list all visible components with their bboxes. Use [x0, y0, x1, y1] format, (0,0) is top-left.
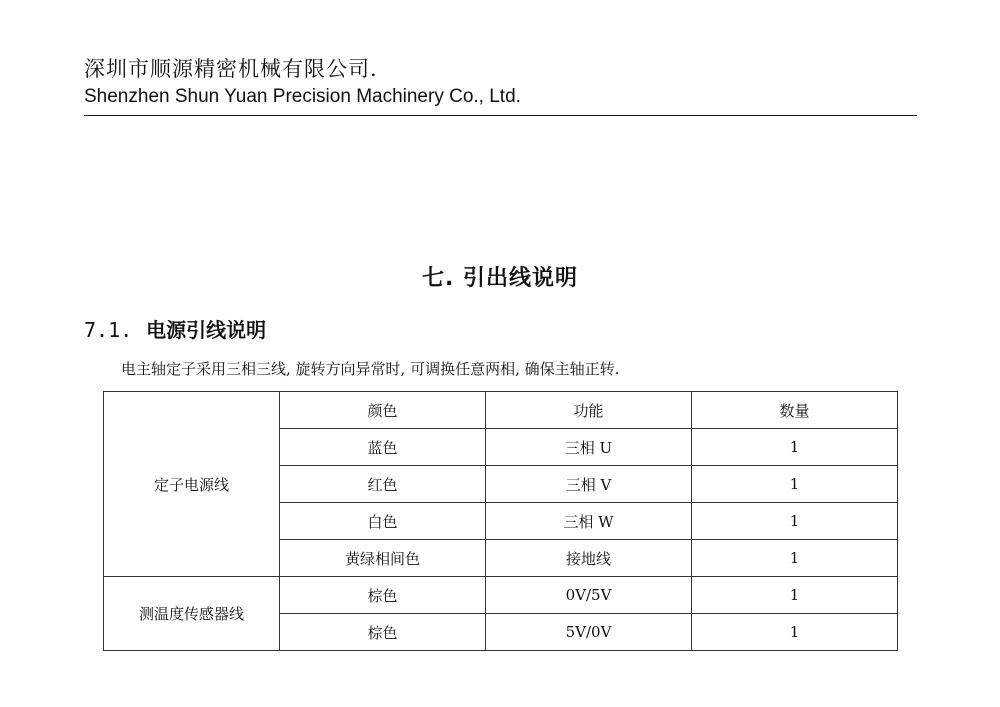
cell-quantity: 1 [692, 429, 898, 466]
subsection-title: 电源引线说明 [146, 318, 267, 342]
subsection-number: 7.1. [84, 318, 133, 342]
header-function: 功能 [486, 392, 692, 429]
wiring-table [103, 391, 898, 651]
cell-function: 0V/5V [486, 577, 692, 614]
header-color: 颜色 [280, 392, 486, 429]
company-name-en: Shenzhen Shun Yuan Precision Machinery Co., Ltd. [84, 86, 521, 107]
cell-function: 5V/0V [486, 614, 692, 651]
group-label: 定子电源线 [104, 392, 280, 577]
cell-color: 棕色 [280, 577, 486, 614]
cell-function: 接地线 [486, 540, 692, 577]
cell-quantity: 1 [692, 503, 898, 540]
cell-quantity: 1 [692, 466, 898, 503]
cell-quantity: 1 [692, 540, 898, 577]
cell-quantity: 1 [692, 577, 898, 614]
cell-color: 白色 [280, 503, 486, 540]
cell-function: 三相 U [486, 429, 692, 466]
cell-color: 红色 [280, 466, 486, 503]
company-name-cn: 深圳市顺源精密机械有限公司. [84, 57, 378, 81]
cell-color: 黄绿相间色 [280, 540, 486, 577]
document-header [84, 54, 917, 110]
header-divider [84, 115, 917, 116]
group-label: 测温度传感器线 [104, 577, 280, 651]
header-quantity: 数量 [692, 392, 898, 429]
cell-function: 三相 W [486, 503, 692, 540]
table-header-row [104, 392, 898, 429]
table-row [104, 577, 898, 614]
cell-function: 三相 V [486, 466, 692, 503]
subsection-heading [84, 314, 266, 343]
cell-color: 棕色 [280, 614, 486, 651]
section-title: 七. 引出线说明 [421, 266, 579, 291]
intro-paragraph: 电主轴定子采用三相三线, 旋转方向异常时, 可调换任意两相, 确保主轴正转. [121, 360, 620, 378]
cell-color: 蓝色 [280, 429, 486, 466]
cell-quantity: 1 [692, 614, 898, 651]
